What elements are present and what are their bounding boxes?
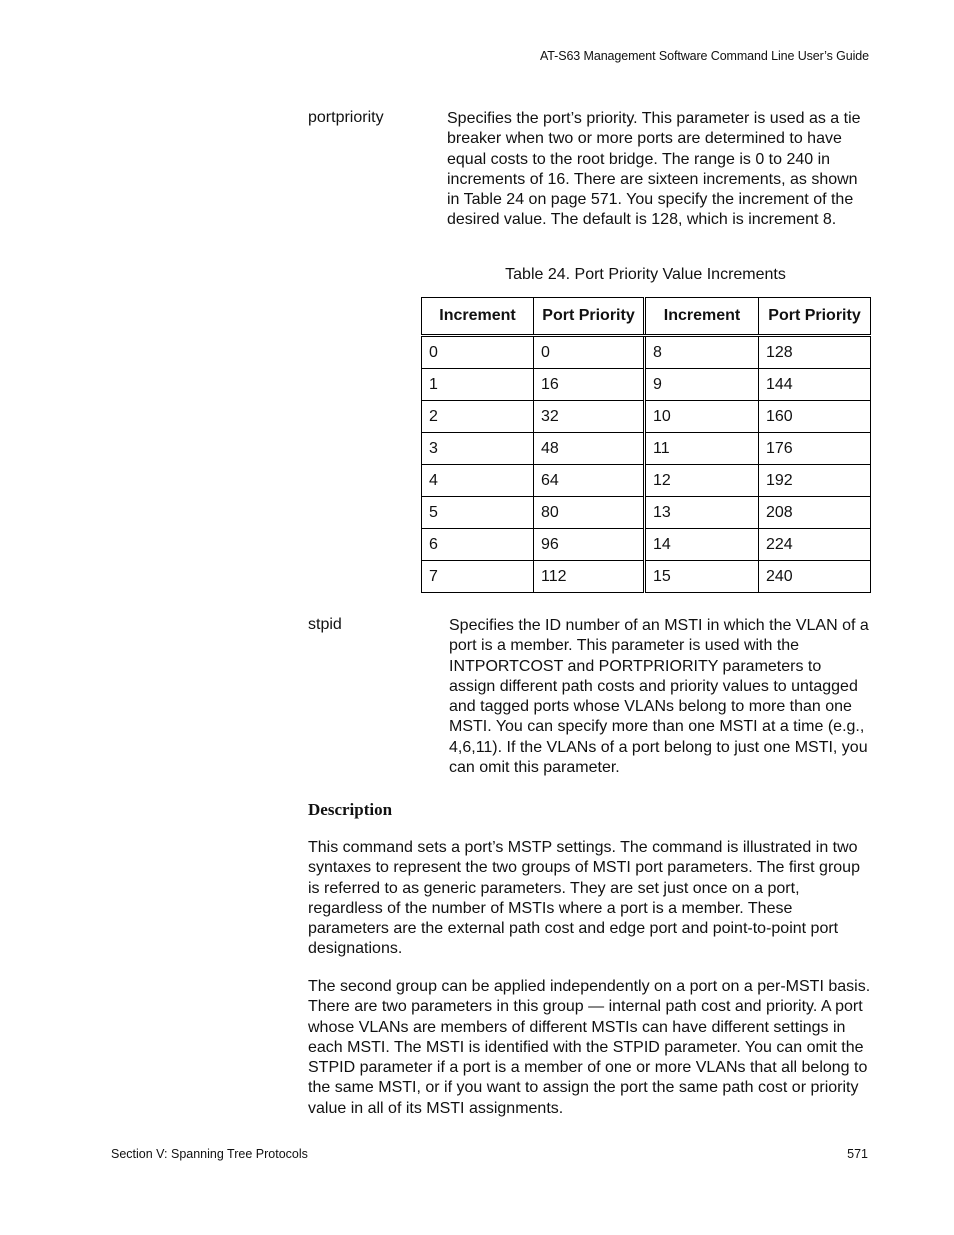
table-caption: Table 24. Port Priority Value Increments — [505, 266, 786, 283]
description-paragraph: The second group can be applied independently on a port on a per-MSTI basis. There are two parameters in this group — internal path cost and priority. A port whose VLANs are members of different MSTIs can have different settings in each MSTI. The MSTI is identified with the STPID parameter. You can omit the STPID parameter if a port is a member of one or more VLANs that all belong to the same MSTI, or if you want to assign the port the same path cost or priority value in all of its MSTI assignments. — [308, 978, 871, 1117]
param-name-portpriority: portpriority — [308, 109, 384, 126]
table-cell: 1 — [422, 369, 534, 401]
table-cell: 12 — [645, 465, 759, 497]
table-row — [422, 497, 871, 529]
param-description-stpid: Specifies the ID number of an MSTI in which the VLAN of a port is a member. This parameter is used with the INTPORTCOST and PORTPRIORITY parameters to assign different path costs and priority values to untagged and tagged ports whose VLANs belong to more than one MSTI. You can specify more than one MSTI at a time (e.g., 4,6,11). If the VLANs of a port belong to just one MSTI, you can omit this parameter. — [449, 617, 869, 777]
table-cell: 11 — [645, 433, 759, 465]
param-description-portpriority: Specifies the port’s priority. This parameter is used as a tie breaker when two or more ports are determined to have equal costs to the root bridge. The range is 0 to 240 in increments of 16. There are sixteen increments, as shown in Table 24 on page 571. You specify the increment of the desired value. The default is 128, which is increment 8. — [447, 110, 861, 229]
table-cell: 48 — [534, 433, 645, 465]
table-cell: 240 — [759, 561, 871, 593]
table-header-row — [422, 298, 871, 336]
table-header-cell: Port Priority — [759, 298, 871, 336]
table-cell: 6 — [422, 529, 534, 561]
table-row — [422, 561, 871, 593]
table-row — [422, 465, 871, 497]
description-paragraph: This command sets a port’s MSTP settings. The command is illustrated in two syntaxes to represent the two groups of MSTI port parameters. The first group is referred to as generic parameters. They are set just once on a port, regardless of the number of MSTIs where a port is a member. These parameters are the external path cost and edge port and point-to-point port designations. — [308, 839, 860, 958]
table-cell: 208 — [759, 497, 871, 529]
description-heading: Description — [308, 800, 393, 819]
table-cell: 13 — [645, 497, 759, 529]
table-cell: 0 — [534, 336, 645, 369]
table-header-cell: Increment — [645, 298, 759, 336]
table-cell: 8 — [645, 336, 759, 369]
table-cell: 224 — [759, 529, 871, 561]
table-cell: 144 — [759, 369, 871, 401]
table-header-cell: Port Priority — [534, 298, 645, 336]
table-cell: 2 — [422, 401, 534, 433]
port-priority-table — [421, 297, 871, 593]
table-cell: 3 — [422, 433, 534, 465]
table-cell: 64 — [534, 465, 645, 497]
table-cell: 10 — [645, 401, 759, 433]
page-number: 571 — [847, 1147, 868, 1161]
table-cell: 4 — [422, 465, 534, 497]
table-cell: 16 — [534, 369, 645, 401]
table-cell: 80 — [534, 497, 645, 529]
table-cell: 14 — [645, 529, 759, 561]
table-cell: 176 — [759, 433, 871, 465]
table-row — [422, 336, 871, 369]
running-header: AT-S63 Management Software Command Line User’s Guide — [540, 49, 869, 63]
table-row — [422, 433, 871, 465]
table-cell: 32 — [534, 401, 645, 433]
table-cell: 15 — [645, 561, 759, 593]
table-cell: 7 — [422, 561, 534, 593]
table-row — [422, 369, 871, 401]
table-header-cell: Increment — [422, 298, 534, 336]
table-cell: 9 — [645, 369, 759, 401]
table-cell: 112 — [534, 561, 645, 593]
table-row — [422, 529, 871, 561]
table-cell: 192 — [759, 465, 871, 497]
table-row — [422, 401, 871, 433]
footer-section: Section V: Spanning Tree Protocols — [111, 1147, 308, 1161]
table-cell: 128 — [759, 336, 871, 369]
table-cell: 5 — [422, 497, 534, 529]
table-cell: 160 — [759, 401, 871, 433]
table-cell: 0 — [422, 336, 534, 369]
param-name-stpid: stpid — [308, 616, 342, 633]
table-cell: 96 — [534, 529, 645, 561]
